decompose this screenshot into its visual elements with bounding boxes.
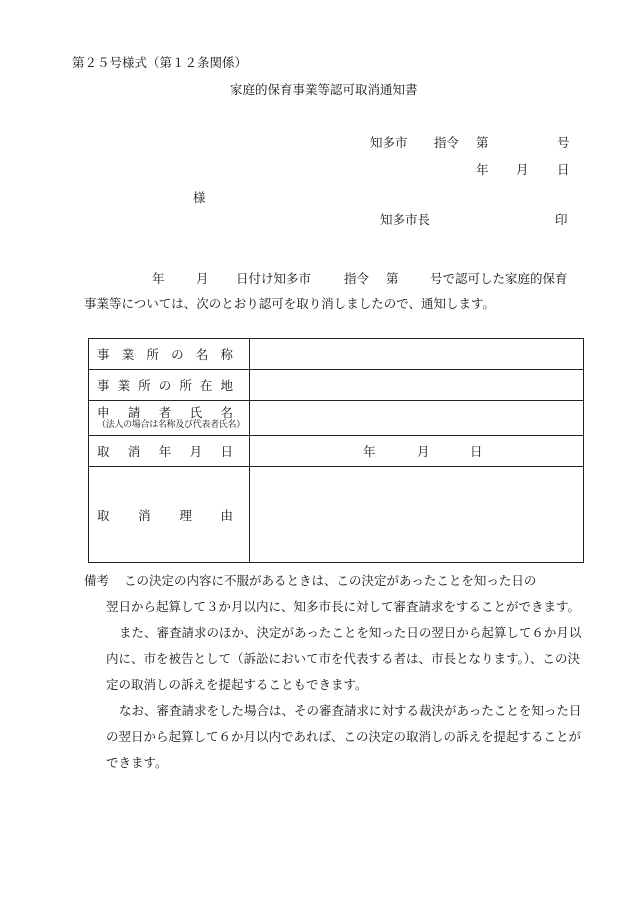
- label-char: 取: [97, 444, 110, 459]
- document-title: 家庭的保育事業等認可取消通知書: [230, 82, 418, 97]
- facility-address-label-text: [97, 376, 233, 394]
- date-day: 日: [470, 444, 483, 459]
- remarks-p3: なお、審査請求をした場合は、その審査請求に対する裁決があったことを知った日の翌日から起算して６か月以内であれば、この決定の取消しの訴えを提起することができます。: [106, 703, 582, 770]
- label-char: の: [158, 378, 172, 393]
- details-table: [88, 338, 584, 563]
- label-char: 月: [189, 444, 203, 459]
- applicant-field[interactable]: [250, 401, 584, 436]
- label-char: 者: [158, 405, 172, 420]
- label-char: 年: [158, 444, 172, 459]
- form-number: 第２５号様式（第１２条関係）: [72, 55, 248, 70]
- table-row-revocation-reason: [89, 467, 584, 563]
- label-char: 氏: [189, 405, 203, 420]
- revocation-reason-label-text: [97, 506, 233, 524]
- remarks-section: [84, 568, 590, 776]
- label-char: 事: [97, 378, 110, 393]
- header-day: 日: [557, 162, 570, 177]
- label-char: 取: [97, 507, 110, 523]
- label-char: 申: [97, 405, 110, 420]
- intro-year: 年: [152, 271, 165, 286]
- intro-dated-city: 日付け知多市: [236, 271, 312, 286]
- header-go: 号: [557, 135, 570, 150]
- label-char: 消: [138, 507, 151, 523]
- header-dai: 第: [476, 135, 489, 150]
- remarks-p2: また、審査請求のほか、決定があったことを知った日の翌日から起算して６か月以内に、市を被告として（訴訟において市を代表する者は、市長となります。）、この決定の取消しの訴えを提起することもできます。: [106, 625, 582, 692]
- revocation-date-label-text: [97, 442, 233, 460]
- label-char: 由: [220, 507, 233, 523]
- label-char: 業: [121, 347, 135, 362]
- intro-dai: 第: [386, 271, 399, 286]
- applicant-label: [89, 401, 250, 436]
- remarks-first-line: [84, 568, 590, 594]
- facility-name-field[interactable]: [250, 339, 584, 370]
- remarks-p1-line1: この決定の内容に不服があるときは、この決定があったことを知った日の: [124, 573, 537, 588]
- header-city: 知多市: [370, 135, 408, 150]
- label-char: 所: [179, 378, 192, 393]
- revocation-reason-label: [89, 467, 250, 563]
- addressee-suffix: 様: [193, 190, 206, 205]
- label-char: の: [171, 347, 184, 362]
- table-row-applicant: [89, 401, 584, 436]
- facility-address-label: [89, 370, 250, 401]
- label-char: 所: [138, 378, 151, 393]
- label-char: 所: [146, 347, 159, 362]
- remarks-tag: 備考: [84, 573, 110, 588]
- header-shirei: 指令: [434, 135, 460, 150]
- label-char: 名: [195, 347, 209, 362]
- intro-go-tail: 号で認可した家庭的保育: [430, 271, 568, 286]
- revocation-date-field[interactable]: [250, 436, 584, 467]
- table-row-facility-name: [89, 339, 584, 370]
- revocation-date-label: [89, 436, 250, 467]
- label-char: 理: [179, 507, 192, 523]
- seal-mark: 印: [555, 212, 568, 227]
- revocation-reason-field[interactable]: [250, 467, 584, 563]
- label-char: 業: [117, 378, 131, 393]
- applicant-note: （法人の場合は名称及び代表者氏名）: [97, 420, 245, 430]
- facility-name-label: [89, 339, 250, 370]
- remarks-p1-rest: 翌日から起算して３か月以内に、知多市長に対して審査請求をすることができます。: [106, 599, 581, 614]
- label-char: 事: [97, 347, 110, 362]
- label-char: 消: [127, 444, 141, 459]
- label-char: 在: [199, 378, 213, 393]
- intro-line2: 事業等については、次のとおり認可を取り消しましたので、通知します。: [84, 296, 496, 311]
- facility-name-label-text: [97, 345, 233, 363]
- facility-address-field[interactable]: [250, 370, 584, 401]
- table-row-facility-address: [89, 370, 584, 401]
- intro-paragraph: [84, 266, 586, 316]
- header-year: 年: [476, 162, 489, 177]
- issuer-title: 知多市長: [380, 212, 431, 227]
- label-char: 請: [127, 405, 141, 420]
- intro-month: 月: [196, 271, 209, 286]
- label-char: 称: [220, 347, 233, 362]
- label-char: 名: [220, 405, 233, 420]
- date-year: 年: [363, 444, 376, 459]
- label-char: 日: [220, 444, 233, 459]
- applicant-label-text: [97, 405, 233, 420]
- table-row-revocation-date: [89, 436, 584, 467]
- header-month: 月: [516, 162, 529, 177]
- label-char: 地: [220, 378, 233, 393]
- intro-shirei: 指令: [344, 271, 370, 286]
- date-month: 月: [417, 444, 430, 459]
